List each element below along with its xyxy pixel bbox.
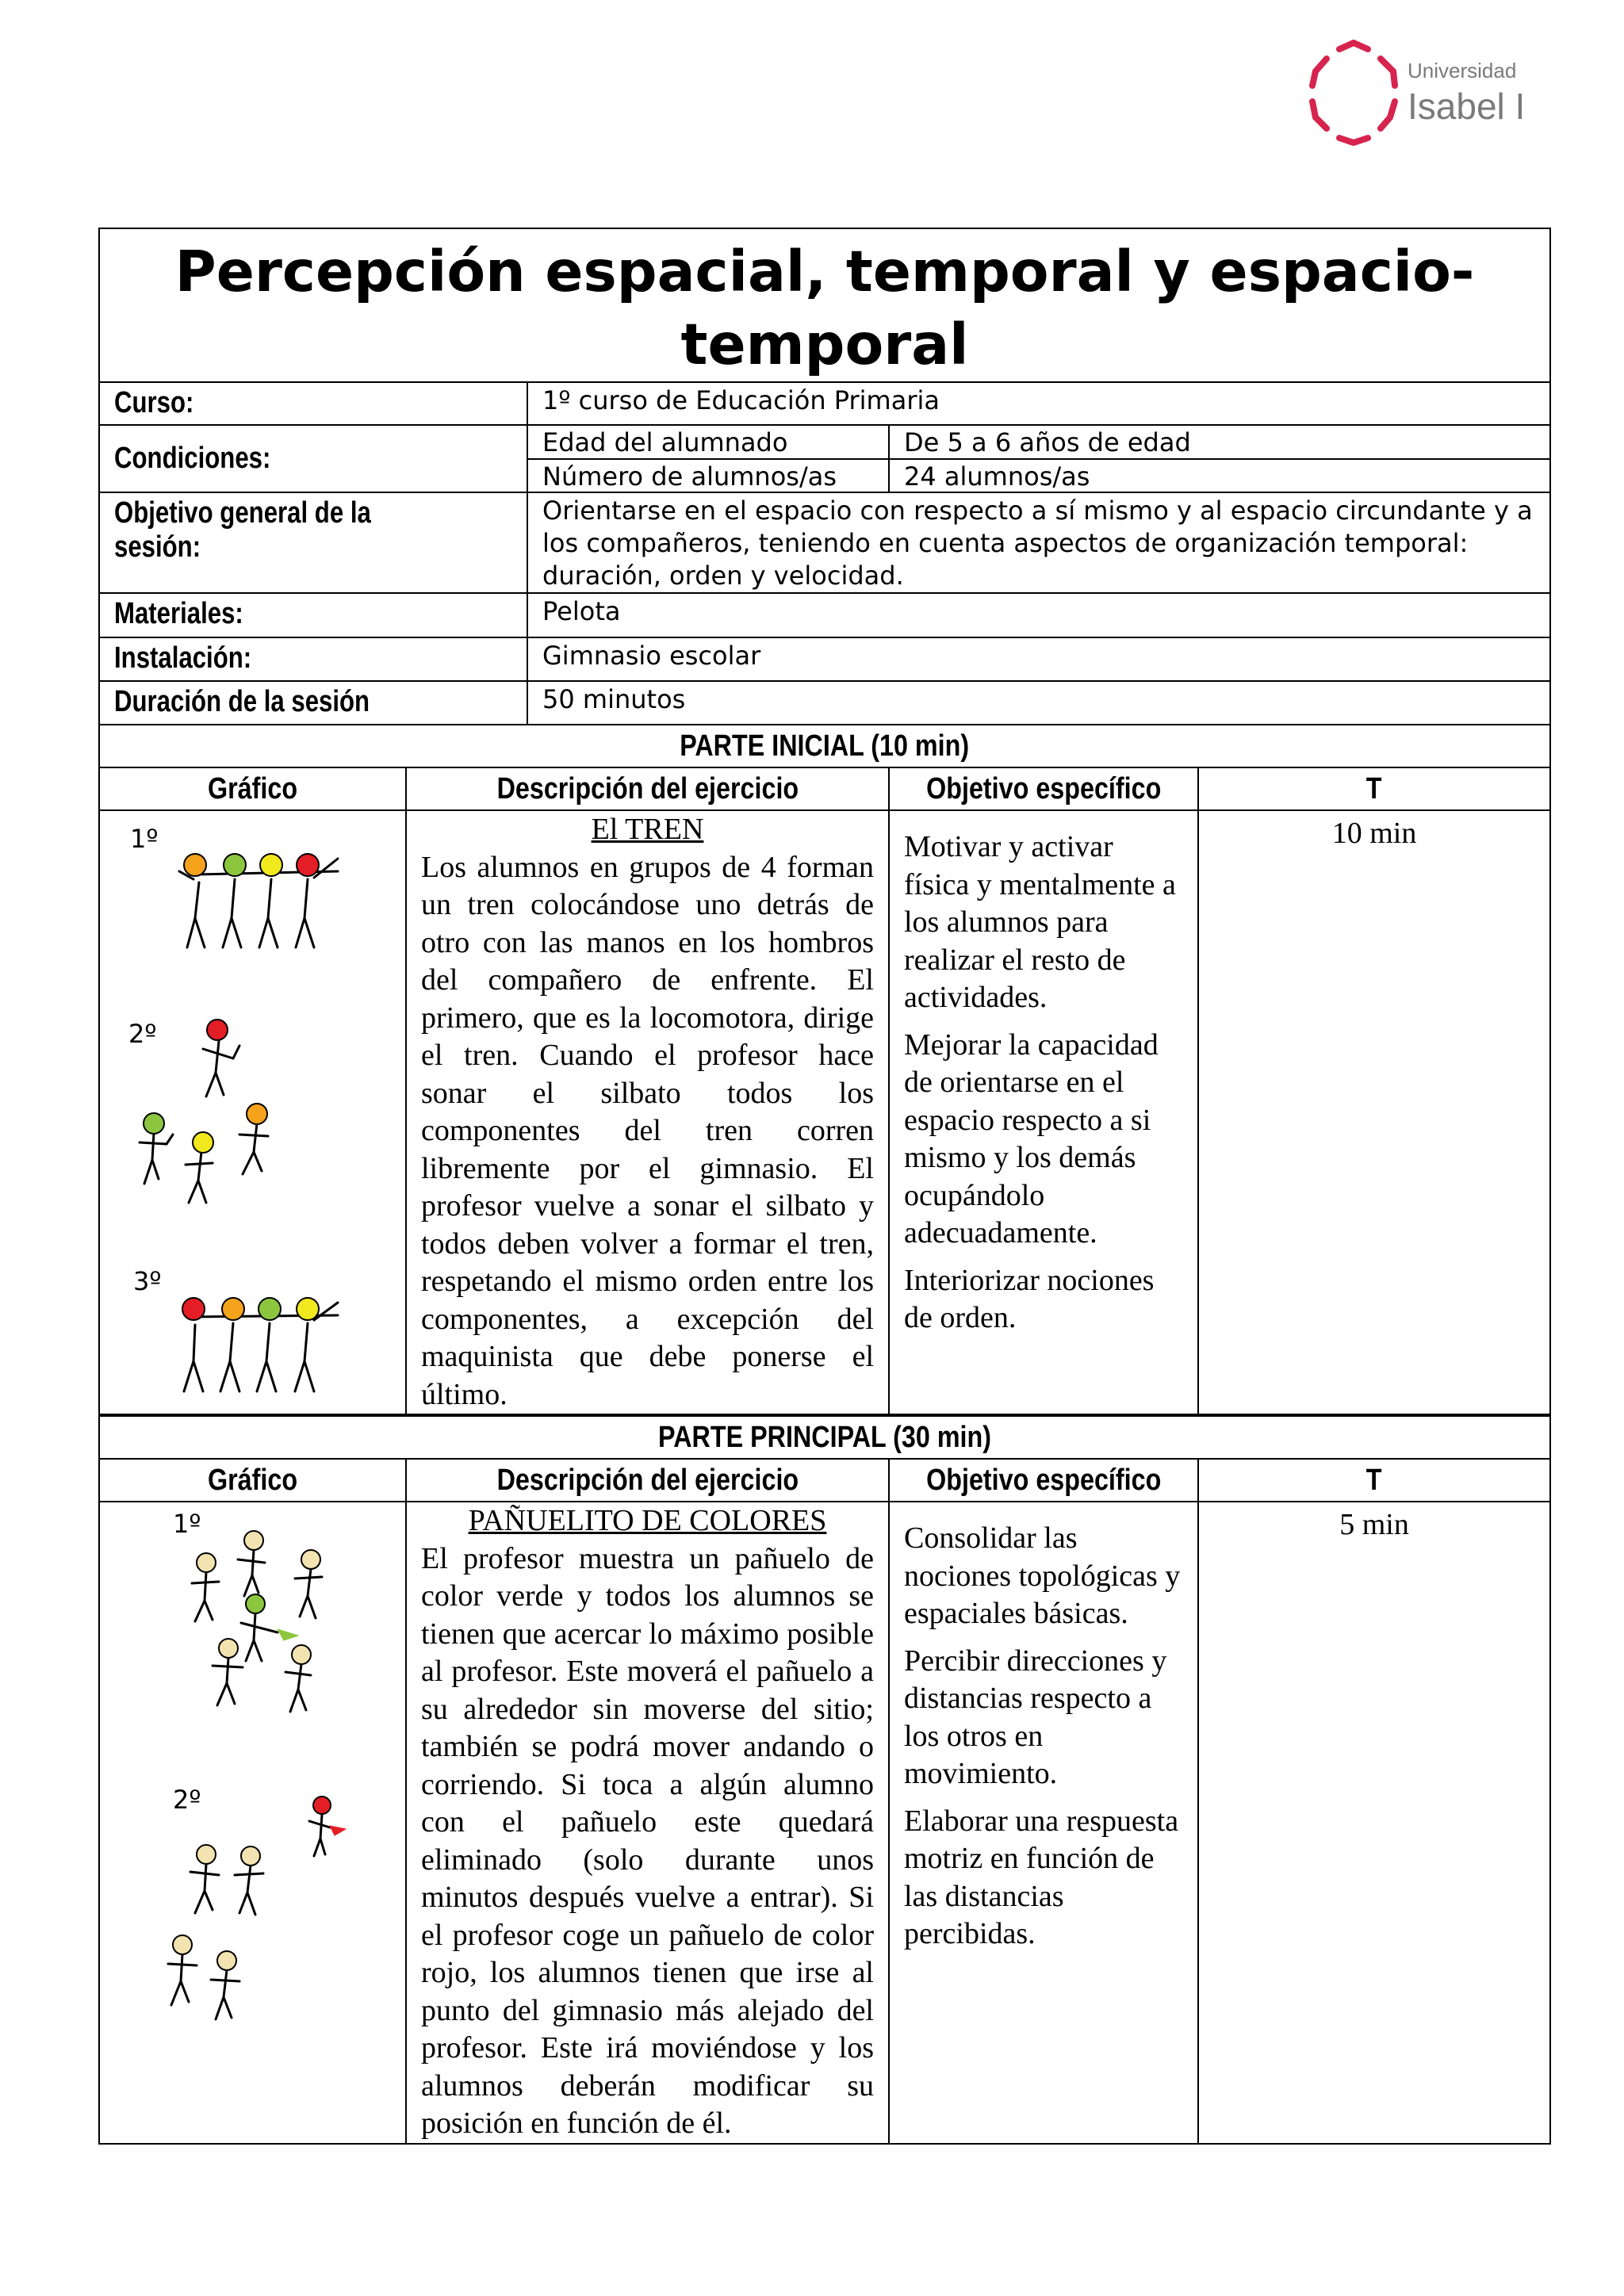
descripcion-header: Descripción del ejercicio — [406, 767, 889, 810]
instalacion-value: Gimnasio escolar — [527, 637, 1550, 681]
figure-head-green — [259, 1298, 281, 1320]
objective-item: Consolidar las nociones topológicas y espaciales básicas. — [904, 1521, 1181, 1630]
materiales-value: Pelota — [527, 593, 1550, 637]
logo-text — [1408, 59, 1525, 128]
curso-label: Curso: — [99, 382, 527, 425]
session-plan-table — [98, 228, 1551, 2145]
figure-head-yellow — [193, 1132, 213, 1153]
edad-value: De 5 a 6 años de edad — [889, 425, 1550, 459]
objective-item: Elaborar una respuesta motriz en función de las distancias percibidas. — [904, 1804, 1179, 1950]
tren-diagram — [100, 811, 404, 1410]
tiempo-principal: 5 min — [1198, 1502, 1550, 2144]
objetivo-inicial — [889, 810, 1198, 1415]
figure-head-beige — [292, 1645, 311, 1664]
objetivo-header: Objetivo específico — [889, 767, 1198, 810]
duracion-value: 50 minutos — [527, 681, 1550, 725]
t-header: T — [1198, 1459, 1550, 1502]
exercise-title-tren: El TREN — [591, 813, 704, 846]
figure-head-red — [297, 854, 319, 876]
figure-head-red — [207, 1020, 228, 1040]
objective-item: Percibir direcciones y distancias respecto a los otros en movimiento. — [904, 1644, 1167, 1790]
duracion-label: Duración de la sesión — [99, 681, 527, 725]
objective-item: Mejorar la capacidad de orientarse en el espacio respecto a si mismo y los demás ocupándolo adecuadamente. — [904, 1027, 1159, 1249]
exercise-title-panuelito: PAÑUELITO DE COLORES — [468, 1504, 827, 1537]
figure-head-red — [182, 1298, 205, 1320]
figure-head-green — [224, 854, 246, 876]
descripcion-principal — [406, 1502, 889, 2144]
objetivo-principal — [889, 1502, 1198, 2144]
objective-item: Interiorizar nociones de orden. — [904, 1263, 1155, 1334]
objetivo-general-value: Orientarse en el espacio con respecto a sí mismo y al espacio circundante y a los compañeros, teniendo en cuenta aspectos de organización temporal: duración, orden y velocidad. — [527, 492, 1550, 593]
page-title: Percepción espacial, temporal y espacio-temporal — [99, 228, 1550, 382]
condiciones-label: Condiciones: — [99, 425, 527, 492]
step-1-label: 1º — [130, 824, 159, 854]
figure-head-beige — [197, 1553, 216, 1572]
objetivo-general-label: Objetivo general de la sesión: — [99, 492, 527, 593]
teacher-head-green — [246, 1594, 265, 1613]
teacher-head-red — [313, 1797, 331, 1814]
figure-head-orange — [222, 1298, 244, 1320]
figure-head-beige — [219, 1639, 238, 1658]
exercise-description-tren: Los alumnos en grupos de 4 forman un tren colocándose uno detrás de otro con las manos en los hombros del compañero de enfrente. El primero, que es la locomotora, dirige el tren. Cuando el profesor hace sonar el silbato todos los componentes del tren corren libremente por el gimnasio. El profesor vuelve a sonar el silbato y todos deben volver a formar el tren, respetando el mismo orden entre los componentes, a excepción del maquinista que debe ponerse el último. — [421, 850, 874, 1411]
panuelito-diagram — [100, 1502, 404, 2065]
figure-head-beige — [301, 1550, 320, 1569]
university-logo-icon — [1304, 40, 1403, 146]
figure-head-beige — [197, 1845, 216, 1864]
grafico-inicial — [99, 810, 406, 1415]
logo-line2: Isabel I — [1408, 86, 1526, 127]
figure-head-yellow — [297, 1298, 319, 1320]
descripcion-inicial — [406, 810, 889, 1415]
materiales-label: Materiales: — [99, 593, 527, 637]
numero-value: 24 alumnos/as — [889, 459, 1550, 492]
instalacion-label: Instalación: — [99, 637, 527, 681]
parte-principal-header: PARTE PRINCIPAL (30 min) — [99, 1415, 1550, 1459]
step-2-label: 2º — [128, 1019, 157, 1049]
logo-line1: Universidad — [1408, 59, 1517, 82]
figure-head-green — [144, 1113, 164, 1134]
red-handkerchief-icon — [330, 1826, 346, 1835]
exercise-description-panuelito: El profesor muestra un pañuelo de color verde y todos los alumnos se tienen que acercar lo máximo posible al profesor. Este moverá el pañuelo a su alrededor sin moverse del sitio; también se podrá mover andando o corriendo. Si toca a algún alumno con el pañuelo este quedará eliminado (solo durante unos minutos después vuelve a entrar). Si el profesor coge un pañuelo de color rojo, los alumnos tienen que irse al punto del gimnasio más alejado del profesor. Este irá moviéndose y los alumnos deberán modificar su posición en función de él. — [421, 1541, 874, 2140]
figure-head-orange — [184, 854, 206, 876]
step-3-label: 3º — [133, 1266, 162, 1296]
grafico-header: Gráfico — [99, 1459, 406, 1502]
grafico-principal — [99, 1502, 406, 2144]
curso-value: 1º curso de Educación Primaria — [527, 382, 1550, 425]
edad-label: Edad del alumnado — [527, 425, 889, 459]
parte-inicial-header: PARTE INICIAL (10 min) — [99, 725, 1550, 767]
step-2-label: 2º — [173, 1785, 201, 1815]
green-handkerchief-icon — [278, 1629, 298, 1640]
figure-head-beige — [173, 1935, 192, 1954]
objective-item: Motivar y activar física y mentalmente a los alumnos para realizar el resto de actividades. — [904, 830, 1176, 1014]
tiempo-inicial: 10 min — [1198, 810, 1550, 1415]
grafico-header: Gráfico — [99, 767, 406, 810]
figure-head-orange — [247, 1104, 267, 1124]
numero-label: Número de alumnos/as — [527, 459, 889, 492]
figure-head-beige — [217, 1951, 236, 1970]
descripcion-header: Descripción del ejercicio — [406, 1459, 889, 1502]
objetivo-header: Objetivo específico — [889, 1459, 1198, 1502]
figure-head-yellow — [260, 854, 282, 876]
figure-head-beige — [244, 1531, 263, 1550]
university-logo — [1304, 40, 1542, 151]
figure-head-beige — [241, 1846, 260, 1866]
step-1-label: 1º — [173, 1509, 201, 1539]
t-header: T — [1198, 767, 1550, 810]
